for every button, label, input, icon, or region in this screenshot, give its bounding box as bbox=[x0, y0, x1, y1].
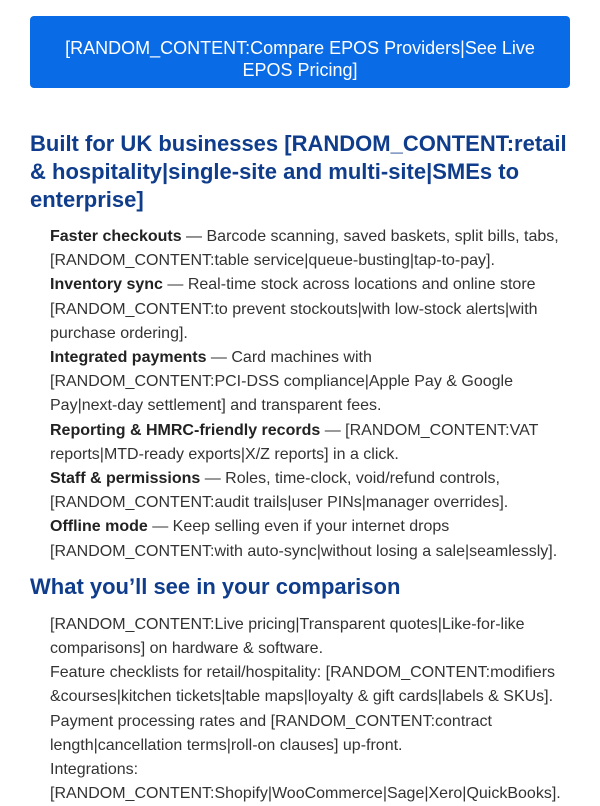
feature-text: — Barcode scanning, saved baskets, split bills, tabs, [RANDOM_CONTENT:table service|queue-busting|tap-to-pay]. bbox=[50, 228, 559, 270]
feature-item bbox=[50, 467, 570, 515]
feature-title: Reporting & HMRC-friendly records bbox=[50, 421, 321, 439]
comparison-item: [RANDOM_CONTENT:Live pricing|Transparent quotes|Like-for-like comparisons] on hardware & software. bbox=[50, 615, 525, 658]
comparison-item: Feature checklists for retail/hospitality: [RANDOM_CONTENT:modifiers &courses|kitchen tickets|table maps|loyalty & gift cards|labels & SKUs]. bbox=[50, 664, 556, 706]
feature-title: Faster checkouts bbox=[50, 228, 182, 245]
feature-item bbox=[50, 515, 570, 563]
comparison-list bbox=[30, 613, 570, 806]
feature-text: — Real-time stock across locations and online store [RANDOM_CONTENT:to prevent stockouts|with low-stock alerts|with purchase ordering]. bbox=[50, 276, 538, 342]
feature-item bbox=[50, 419, 570, 467]
section-heading-uk-businesses: Built for UK businesses [RANDOM_CONTENT:retail & hospitality|single-site and multi-site|SMEs to enterprise] bbox=[30, 131, 567, 212]
comparison-item: Integrations: [RANDOM_CONTENT:Shopify|WooCommerce|Sage|Xero|QuickBooks]. bbox=[50, 761, 561, 803]
feature-text: — Keep selling even if your internet drops [RANDOM_CONTENT:with auto-sync|without losing a sale|seamlessly]. bbox=[50, 518, 558, 560]
feature-title: Integrated payments bbox=[50, 349, 207, 367]
feature-text: — Roles, time-clock, void/refund controls, [RANDOM_CONTENT:audit trails|user PINs|manager overrides]. bbox=[50, 470, 509, 512]
feature-item bbox=[50, 346, 570, 419]
feature-title: Inventory sync bbox=[50, 276, 163, 294]
compare-providers-button[interactable]: [RANDOM_CONTENT:Compare EPOS Providers|See Live EPOS Pricing] bbox=[30, 16, 570, 88]
feature-text: — [RANDOM_CONTENT:VAT reports|MTD-ready exports|X/Z reports] in a click. bbox=[50, 421, 539, 463]
feature-text: — Card machines with [RANDOM_CONTENT:PCI-DSS compliance|Apple Pay & Google Pay|next-day settlement] and transparent fees. bbox=[50, 349, 513, 415]
feature-item bbox=[50, 273, 570, 346]
feature-item bbox=[50, 225, 570, 273]
feature-title: Offline mode bbox=[50, 518, 148, 536]
section-heading-comparison: What you’ll see in your comparison bbox=[30, 573, 401, 599]
feature-title: Staff & permissions bbox=[50, 470, 201, 488]
comparison-item: Payment processing rates and [RANDOM_CONTENT:contract length|cancellation terms|roll-on clauses] up-front. bbox=[50, 712, 492, 754]
feature-list bbox=[30, 225, 570, 564]
